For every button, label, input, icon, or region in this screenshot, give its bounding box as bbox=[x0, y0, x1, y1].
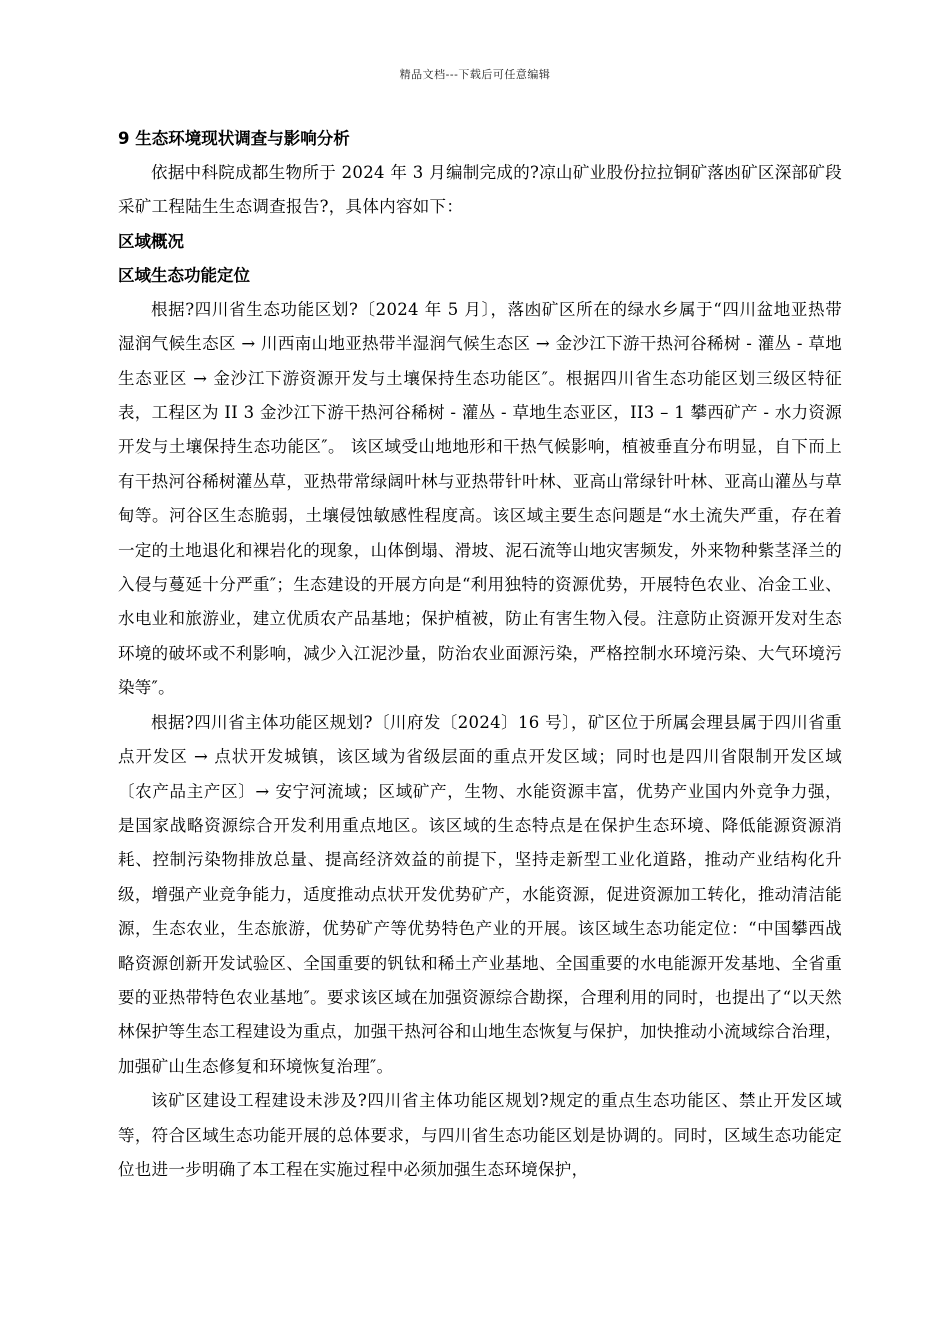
intro-paragraph: 依据中科院成都生物所于 2024 年 3 月编制完成的?凉山矿业股份拉拉铜矿落凼矿区深部矿段采矿工程陆生生态调查报告?，具体内容如下： bbox=[118, 163, 842, 217]
heading-region-overview: 区域概况 bbox=[118, 231, 184, 251]
paragraph-ecological-zoning: 根据?四川省生态功能区划?〔2024 年 5 月〕，落凼矿区所在的绿水乡属于“四川盆地亚热带湿润气候生态区 → 川西南山地亚热带半湿润气候生态区 → 金沙江下游干热河谷稀树 - 灌丛 - 草地生态亚区 → 金沙江下游资源开发与土壤保持生态功能区″。根据四川省生态功能区划三级区特征表，工程区为 II 3 金沙江下游干热河谷稀树 - 灌丛 - 草地生态亚区，II3 – 1 攀西矿产 - 水力资源开发与土壤保持生态功能区″。 该区域受山地地形和干热气候影响，植被垂直分布明显，自下而上有干热河谷稀树灌丛草，亚热带常绿阔叶林与亚热带针叶林、亚高山常绿针叶林、亚高山灌丛与草甸等。河谷区生态脆弱，土壤侵蚀敏感性程度高。该区域主要生态问题是“水土流失严重，存在着一定的土地退化和裸岩化的现象，山体倒塌、滑坡、泥石流等山地灾害频发，外来物种紫茎泽兰的入侵与蔓延十分严重″；生态建设的开展方向是“利用独特的资源优势，开展特色农业、冶金工业、水电业和旅游业，建立优质农产品基地；保护植被，防止有害生物入侵。注意防止资源开发对生态环境的破坏或不利影响，减少入江泥沙量，防治农业面源污染，严格控制水环境污染、大气环境污染等″。 bbox=[118, 299, 842, 698]
document-body bbox=[118, 122, 842, 1187]
section-title: 9 生态环境现状调查与影响分析 bbox=[118, 129, 350, 148]
paragraph-conclusion: 该矿区建设工程建设未涉及?四川省主体功能区规划?规定的重点生态功能区、禁止开发区域等，符合区域生态功能开展的总体要求，与四川省生态功能区划是协调的。同时，区域生态功能定位也进一步明确了本工程在实施过程中必须加强生态环境保护， bbox=[118, 1091, 842, 1179]
page-header: 精品文档---下载后可任意编辑 bbox=[399, 68, 551, 81]
heading-ecological-function: 区域生态功能定位 bbox=[118, 265, 250, 285]
paragraph-main-function-zoning: 根据?四川省主体功能区规划?〔川府发〔2024〕16 号〕，矿区位于所属会理县属于四川省重点开发区 → 点状开发城镇，该区域为省级层面的重点开发区域；同时也是四川省限制开发区域〔农产品主产区〕→ 安宁河流域；区域矿产，生物、水能资源丰富，优势产业国内外竞争力强，是国家战略资源综合开发利用重点地区。该区域的生态特点是在保护生态环境、降低能源资源消耗、控制污染物排放总量、提高经济效益的前提下，坚持走新型工业化道路，推动产业结构化升级，增强产业竞争能力，适度推动点状开发优势矿产，水能资源，促进资源加工转化，推动清洁能源，生态农业，生态旅游，优势矿产等优势特色产业的开展。该区域生态功能定位：“中国攀西战略资源创新开发试验区、全国重要的钒钛和稀土产业基地、全国重要的水电能源开发基地、全省重要的亚热带特色农业基地″。要求该区域在加强资源综合勘探，合理利用的同时，也提出了“以天然林保护等生态工程建设为重点，加强干热河谷和山地生态恢复与保护，加快推动小流域综合治理，加强矿山生态修复和环境恢复治理″。 bbox=[118, 712, 842, 1076]
